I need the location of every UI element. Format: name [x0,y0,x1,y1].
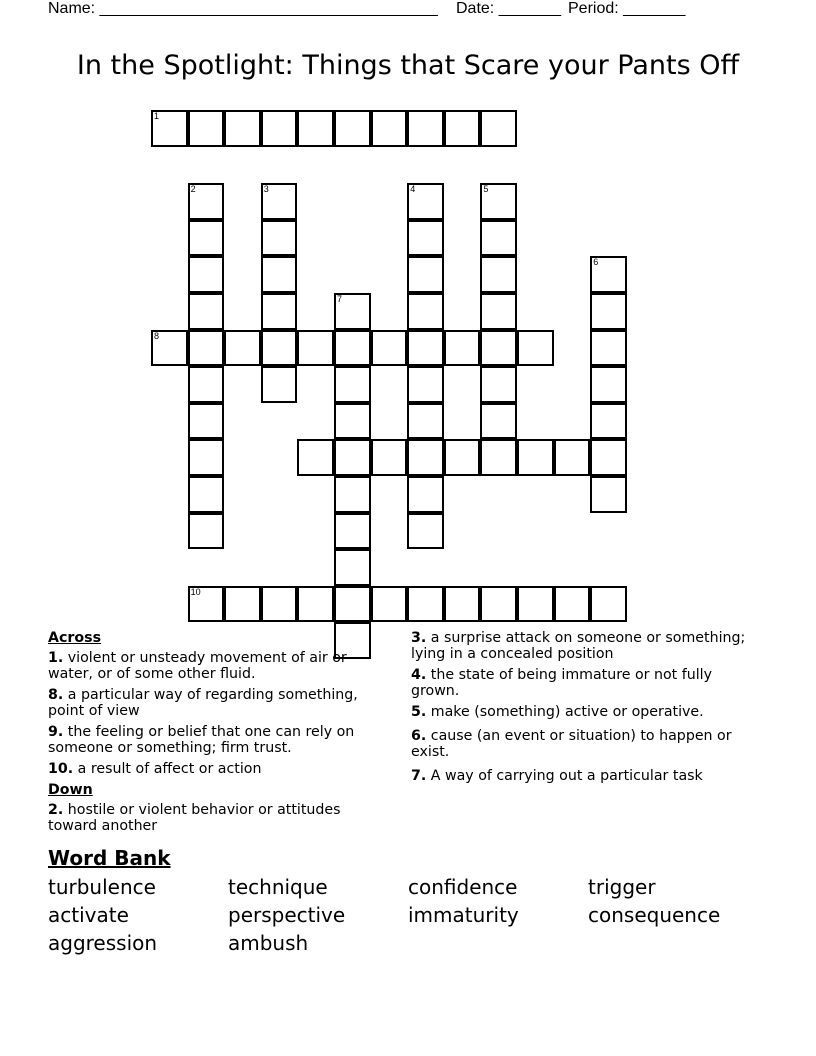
crossword-grid [151,110,631,625]
grid-cell[interactable] [261,220,298,257]
grid-cell[interactable] [407,439,444,476]
grid-cell[interactable] [480,220,517,257]
clue-down-4: 4. the state of being immature or not fully grown. [411,667,713,699]
grid-cell[interactable] [188,403,225,440]
grid-cell[interactable] [407,256,444,293]
grid-cell[interactable] [371,330,408,367]
clue-number-label: 10 [190,586,201,597]
clue-across-8: 8. a particular way of regarding something, point of view [48,687,358,719]
worksheet-header [48,0,748,20]
clue-down-2: 2. hostile or violent behavior or attitudes toward another [48,802,341,834]
grid-cell[interactable] [151,330,188,367]
across-heading: Across [48,630,102,646]
grid-cell[interactable] [444,586,481,623]
grid-cell[interactable] [590,403,627,440]
grid-cell[interactable] [480,403,517,440]
grid-cell[interactable] [480,586,517,623]
word-bank-word: confidence [408,875,518,899]
grid-cell[interactable] [261,586,298,623]
grid-cell[interactable] [297,330,334,367]
word-bank-word: consequence [588,903,721,927]
clue-across-9: 9. the feeling or belief that one can rely on someone or something; firm trust. [48,724,355,756]
grid-cell[interactable] [371,586,408,623]
grid-cell[interactable] [554,586,591,623]
clue-across-10: 10. a result of affect or action [48,761,262,777]
grid-cell[interactable] [297,586,334,623]
clues-right-column [411,630,751,789]
grid-cell[interactable] [334,476,371,513]
grid-cell[interactable] [407,403,444,440]
clue-down-3: 3. a surprise attack on someone or something; lying in a concealed position [411,630,746,662]
grid-cell[interactable] [407,366,444,403]
grid-cell[interactable] [590,439,627,476]
grid-cell[interactable] [371,439,408,476]
grid-cell[interactable] [224,330,261,367]
grid-cell[interactable] [407,220,444,257]
grid-cell[interactable] [407,330,444,367]
grid-cell[interactable] [334,366,371,403]
grid-cell[interactable] [188,586,225,623]
grid-cell[interactable] [407,110,444,147]
word-bank-word: trigger [588,875,656,899]
word-bank-word: perspective [228,903,346,927]
grid-cell[interactable] [188,476,225,513]
name-field: Name: ______________________________________ [48,0,438,17]
grid-cell[interactable] [517,330,554,367]
grid-cell[interactable] [480,330,517,367]
grid-cell[interactable] [480,293,517,330]
grid-cell[interactable] [590,476,627,513]
grid-cell[interactable] [151,110,188,147]
grid-cell[interactable] [444,330,481,367]
period-field: Period: _______ [568,0,686,17]
grid-cell[interactable] [590,293,627,330]
grid-cell[interactable] [188,183,225,220]
clue-number-label: 4 [410,184,416,195]
grid-cell[interactable] [224,110,261,147]
grid-cell[interactable] [480,183,517,220]
grid-cell[interactable] [261,293,298,330]
word-bank-word: immaturity [408,903,519,927]
clue-number-label: 7 [337,294,343,304]
grid-cell[interactable] [188,439,225,476]
grid-cell[interactable] [334,586,371,623]
grid-cell[interactable] [188,366,225,403]
down-heading: Down [48,782,93,798]
date-field: Date: _______ [456,0,561,17]
grid-cell[interactable] [480,366,517,403]
grid-cell[interactable] [188,256,225,293]
grid-cell[interactable] [297,110,334,147]
word-bank-title: Word Bank [48,846,171,870]
grid-cell[interactable] [188,220,225,257]
grid-cell[interactable] [407,183,444,220]
grid-cell[interactable] [407,293,444,330]
grid-cell[interactable] [334,513,371,550]
grid-cell[interactable] [517,586,554,623]
grid-cell[interactable] [480,439,517,476]
grid-cell[interactable] [407,513,444,550]
grid-cell[interactable] [261,330,298,367]
word-bank-word: ambush [228,931,309,955]
grid-cell[interactable] [334,549,371,586]
grid-cell[interactable] [407,476,444,513]
grid-cell[interactable] [261,256,298,293]
clue-number-label: 2 [190,184,196,195]
page-title: In the Spotlight: Things that Scare your Pants Off [76,50,740,81]
grid-cell[interactable] [590,256,627,293]
grid-cell[interactable] [261,110,298,147]
word-bank-word: turbulence [48,875,156,899]
grid-cell[interactable] [554,439,591,476]
grid-cell[interactable] [261,366,298,403]
grid-cell[interactable] [334,330,371,367]
word-bank-word: activate [48,903,129,927]
word-bank-word: technique [228,875,328,899]
grid-cell[interactable] [371,110,408,147]
clue-number-label: 5 [483,184,489,195]
grid-cell[interactable] [188,110,225,147]
grid-cell[interactable] [590,330,627,367]
grid-cell[interactable] [297,439,334,476]
clue-down-5: 5. make (something) active or operative. [411,704,704,720]
grid-cell[interactable] [444,439,481,476]
grid-cell[interactable] [224,586,261,623]
grid-cell[interactable] [480,110,517,147]
grid-cell[interactable] [407,586,444,623]
clue-number-label: 3 [263,184,269,195]
grid-cell[interactable] [480,256,517,293]
grid-cell[interactable] [334,110,371,147]
grid-cell[interactable] [517,439,554,476]
word-bank-word: aggression [48,931,158,955]
grid-cell[interactable] [334,439,371,476]
grid-cell[interactable] [590,586,627,623]
grid-cell[interactable] [590,366,627,403]
clue-number-label: 8 [154,330,160,341]
clue-number-label: 6 [593,257,599,268]
grid-cell[interactable] [188,293,225,330]
grid-cell[interactable] [261,183,298,220]
grid-cell[interactable] [334,403,371,440]
grid-cell[interactable] [188,513,225,550]
clue-across-1: 1. violent or unsteady movement of air or water, or of some other fluid. [48,650,347,682]
clue-down-6: 6. cause (an event or situation) to happen or exist. [411,728,732,760]
grid-cell[interactable] [334,293,371,330]
grid-cell[interactable] [444,110,481,147]
clues-left-column [48,630,388,839]
grid-cell[interactable] [188,330,225,367]
clue-down-7: 7. A way of carrying out a particular task [411,768,703,784]
clue-number-label: 1 [154,111,160,121]
